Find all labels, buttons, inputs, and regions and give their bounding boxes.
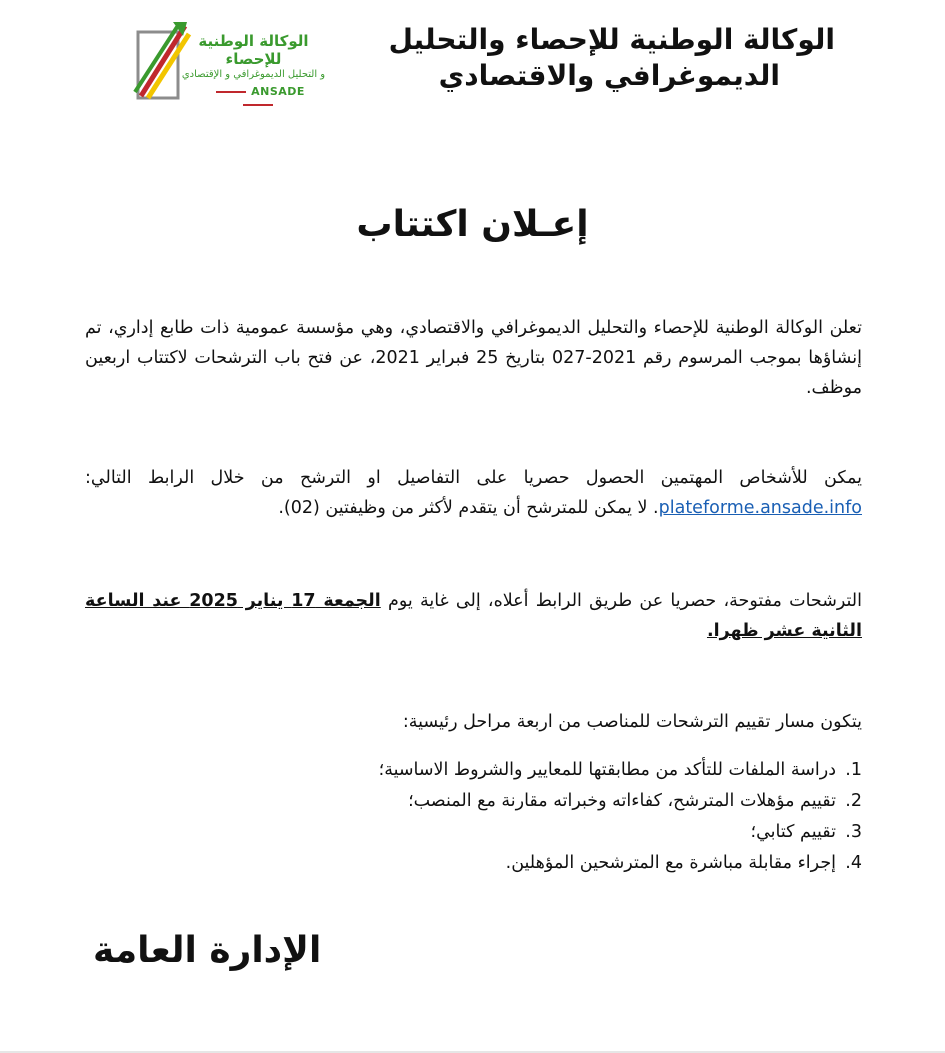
step-text: تقييم كتابي؛ bbox=[750, 822, 836, 842]
steps-intro: يتكون مسار تقييم الترشحات للمناصب من اربعة مراحل رئيسية: bbox=[402, 712, 862, 732]
agency-title-line-2: الديموغرافي والاقتصادي bbox=[438, 59, 780, 92]
agency-title bbox=[335, 22, 835, 94]
step-text: تقييم مؤهلات المترشح، كفاءاته وخبراته مقارنة مع المنصب؛ bbox=[408, 791, 836, 811]
step-number: 1. bbox=[845, 760, 862, 780]
step-number: 2. bbox=[845, 791, 862, 811]
ansade-logo bbox=[133, 22, 328, 106]
signature-general-directorate: الإدارة العامة bbox=[93, 930, 322, 971]
step-number: 3. bbox=[845, 822, 862, 842]
deadline-lead: الترشحات مفتوحة، حصريا عن طريق الرابط أعلاه، إلى غاية يوم bbox=[387, 591, 862, 611]
list-item bbox=[302, 848, 862, 879]
step-text: دراسة الملفات للتأكد من مطابقتها للمعايير والشروط الاساسية؛ bbox=[378, 760, 836, 780]
list-item bbox=[302, 786, 862, 817]
logo-arabic-text bbox=[181, 32, 326, 82]
paragraph-intro: تعلن الوكالة الوطنية للإحصاء والتحليل الديموغرافي والاقتصادي، وهي مؤسسة عمومية ذات طابع إداري، تم إنشاؤها بموجب المرسوم رقم 2021-027 بتاريخ 25 فبراير 2021، عن فتح باب الترشحات لاكتتاب اربعين موظف. bbox=[85, 318, 862, 398]
paragraph-application-link bbox=[85, 463, 862, 523]
paragraph-deadline bbox=[85, 586, 862, 646]
agency-title-line-1: الوكالة الوطنية للإحصاء والتحليل bbox=[388, 23, 835, 56]
logo-brand: ANSADE bbox=[193, 85, 323, 111]
step-number: 4. bbox=[845, 853, 862, 873]
evaluation-steps-list bbox=[302, 755, 862, 879]
list-item bbox=[302, 817, 862, 848]
logo-line-1: الوكالة الوطنية للإحصاء bbox=[198, 32, 309, 68]
application-platform-link[interactable]: plateforme.ansade.info bbox=[658, 498, 862, 518]
logo-line-2: و التحليل الديموغرافي و الإقتصادي bbox=[181, 69, 326, 80]
list-item bbox=[302, 755, 862, 786]
paragraph-link-lead: يمكن للأشخاص المهتمين الحصول حصريا على التفاصيل او الترشح من خلال الرابط التالي: bbox=[85, 468, 862, 488]
announcement-title: إعـلان اكتتاب bbox=[356, 204, 589, 245]
paragraph-link-tail: . لا يمكن للمترشح أن يتقدم لأكثر من وظيفتين (02). bbox=[278, 498, 659, 518]
step-text: إجراء مقابلة مباشرة مع المترشحين المؤهلين. bbox=[505, 853, 836, 873]
deadline-date: الجمعة 17 يناير 2025 عند الساعة الثانية عشر ظهرا. bbox=[85, 591, 862, 641]
